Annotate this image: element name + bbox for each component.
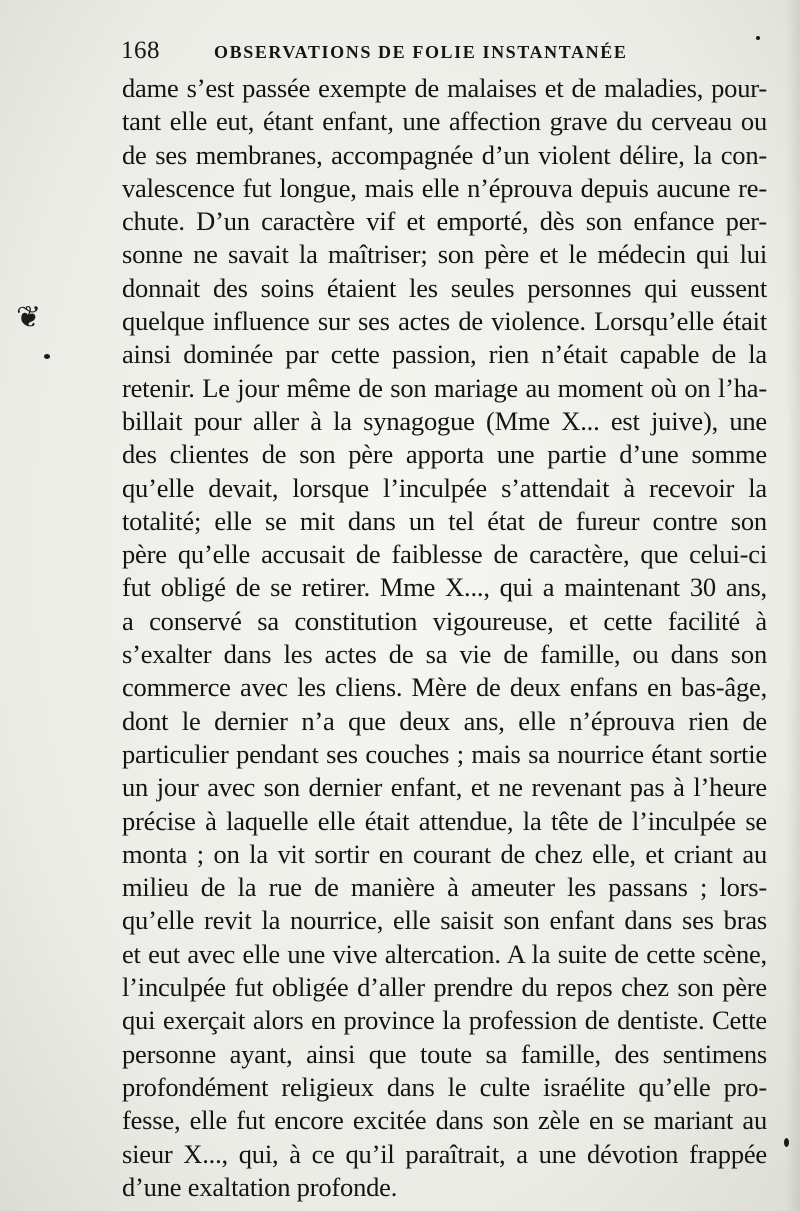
ink-speck <box>44 354 50 359</box>
text-line: dont le dernier n’a que deux ans, elle n’éprouva rien de <box>122 705 767 736</box>
ink-speck <box>756 36 760 40</box>
text-line: précise à laquelle elle était attendue, la tête de l’inculpée se <box>122 805 767 836</box>
text-line: sonne ne savait la maîtriser; son père et le médecin qui lui <box>122 239 767 270</box>
text-line: de ses membranes, accompagnée d’un violent délire, la con- <box>122 139 767 170</box>
text-line: et eut avec elle une vive altercation. A la suite de cette scène, <box>122 938 767 969</box>
text-line: fesse, elle fut encore excitée dans son zèle en se mariant au <box>122 1105 767 1136</box>
text-line: qui exerçait alors en province la profession de dentiste. Cette <box>122 1005 767 1036</box>
running-head: OBSERVATIONS DE FOLIE INSTANTANÉE <box>214 42 628 62</box>
text-line: valescence fut longue, mais elle n’éprouva depuis aucune re- <box>122 172 767 203</box>
text-line: fut obligé de se retirer. Mme X..., qui a maintenant 30 ans, <box>122 572 767 603</box>
text-line: un jour avec son dernier enfant, et ne revenant pas à l’heure <box>122 772 767 803</box>
text-line: tant elle eut, étant enfant, une affection grave du cerveau ou <box>122 106 767 137</box>
text-line: l’inculpée fut obligée d’aller prendre du repos chez son père <box>122 972 767 1003</box>
text-line: chute. D’un caractère vif et emporté, dès son enfance per- <box>122 206 767 237</box>
text-line: donnait des soins étaient les seules personnes qui eussent <box>122 272 767 303</box>
text-line: personne ayant, ainsi que toute sa famille, des sentimens <box>122 1038 767 1069</box>
text-line: sieur X..., qui, à ce qu’il paraîtrait, a une dévotion frappée <box>122 1138 767 1169</box>
text-line: dame s’est passée exempte de malaises et de maladies, pour- <box>122 73 767 103</box>
text-line: particulier pendant ses couches ; mais sa nourrice étant sortie <box>122 738 767 769</box>
text-line: a conservé sa constitution vigoureuse, et cette facilité à <box>122 605 767 636</box>
text-line: billait pour aller à la synagogue (Mme X... est juive), une <box>122 405 767 436</box>
page-number: 168 <box>121 37 160 64</box>
text-line: s’exalter dans les actes de sa vie de famille, ou dans son <box>122 639 767 670</box>
text-line: des clientes de son père apporta une partie d’une somme <box>122 439 767 470</box>
text-line: qu’elle devait, lorsque l’inculpée s’attendait à recevoir la <box>122 472 767 503</box>
text-line: ainsi dominée par cette passion, rien n’était capable de la <box>122 339 767 370</box>
text-line: commerce avec les cliens. Mère de deux enfans en bas-âge, <box>122 672 767 703</box>
text-line: d’une exaltation profonde. <box>122 1171 398 1202</box>
text-line: totalité; elle se mit dans un tel état de fureur contre son <box>122 505 767 536</box>
page-edge-shadow <box>786 0 800 1211</box>
margin-ornament-icon: ❦ <box>16 301 42 334</box>
body-text <box>122 72 767 1204</box>
text-line: profondément religieux dans le culte israélite qu’elle pro- <box>122 1071 767 1102</box>
text-line: retenir. Le jour même de son mariage au moment où on l’ha- <box>122 372 767 403</box>
text-line: milieu de la rue de manière à ameuter les passans ; lors- <box>122 872 767 903</box>
text-line: monta ; on la vit sortir en courant de chez elle, et criant au <box>122 838 767 869</box>
text-line: père qu’elle accusait de faiblesse de caractère, que celui-ci <box>122 539 767 570</box>
text-line: quelque influence sur ses actes de violence. Lorsqu’elle était <box>122 306 767 337</box>
text-line: qu’elle revit la nourrice, elle saisit son enfant dans ses bras <box>122 905 767 936</box>
